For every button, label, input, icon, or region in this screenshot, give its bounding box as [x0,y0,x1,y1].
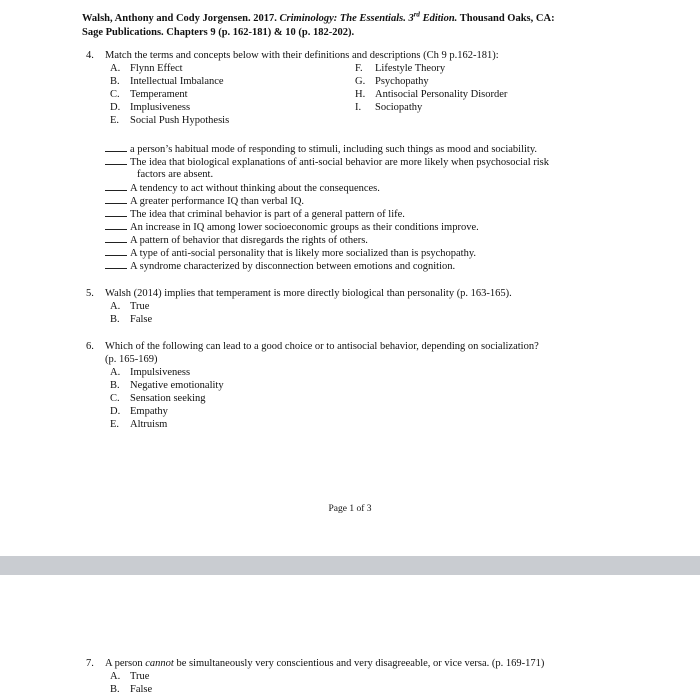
answer-blank[interactable] [105,233,127,243]
question-4-prompt: Match the terms and concepts below with their definitions and descriptions (Ch 9 p.162-181): [105,50,499,61]
answer-blank[interactable] [105,220,127,230]
q4-option-b: B. Intellectual Imbalance [110,76,224,87]
q6-option-d[interactable]: D. Empathy [110,406,168,417]
q6-option-c[interactable]: C. Sensation seeking [110,393,206,404]
answer-blank[interactable] [105,207,127,217]
answer-blank[interactable] [105,194,127,204]
q7-option-false[interactable]: B. False [110,684,153,695]
definition-8: A type of anti-social personality that is likely more socialized than is psychopathy. [105,246,476,260]
page-number: Page 1 of 3 [328,504,372,514]
q4-option-h: H. Antisocial Personality Disorder [355,89,508,100]
citation-line-1: Walsh, Anthony and Cody Jorgensen. 2017. Criminology: The Essentials. 3rd Edition. Thousand Oaks, CA: [82,10,555,24]
answer-blank[interactable] [105,155,127,165]
definition-5: The idea that criminal behavior is part of a general pattern of life. [105,207,405,221]
definition-4: A greater performance IQ than verbal IQ. [105,194,304,208]
q4-option-c: C. Temperament [110,89,188,100]
question-7-number: 7. [86,658,94,669]
q4-option-a: A. Flynn Effect [110,63,183,74]
q7-option-true[interactable]: A. True [110,671,150,682]
question-6-number: 6. [86,341,94,352]
question-7-prompt: A person cannot be simultaneously very conscientious and very disagreeable, or vice versa. (p. 169-171) [105,658,545,669]
question-6-pages: (p. 165-169) [105,354,158,365]
q4-option-f: F. Lifestyle Theory [355,63,446,74]
book-title: Criminology: The Essentials. [279,13,406,24]
question-4-number: 4. [86,50,94,61]
definition-9: A syndrome characterized by disconnection between emotions and cognition. [105,259,455,273]
page-separator [0,556,700,575]
citation-header [82,12,672,40]
question-5-prompt: Walsh (2014) implies that temperament is more directly biological than personality (p. 163-165). [105,288,512,299]
definition-1: a person’s habitual mode of responding to stimuli, including such things as mood and sociability. [105,142,537,156]
answer-blank[interactable] [105,181,127,191]
answer-blank[interactable] [105,142,127,152]
q6-option-e[interactable]: E. Altruism [110,419,168,430]
answer-blank[interactable] [105,246,127,256]
question-5-number: 5. [86,288,94,299]
question-6-prompt: Which of the following can lead to a good choice or to antisocial behavior, depending on socialization? [105,341,539,352]
answer-blank[interactable] [105,259,127,269]
definition-3: A tendency to act without thinking about the consequences. [105,181,380,195]
q4-option-e: E. Social Push Hypothesis [110,115,230,126]
q6-option-b[interactable]: B. Negative emotionality [110,380,224,391]
next-page [0,575,700,700]
citation-line-2: Sage Publications. Chapters 9 (p. 162-181) & 10 (p. 182-202). [82,27,355,38]
definition-2: The idea that biological explanations of anti-social behavior are more likely when psychosocial risk [105,155,549,169]
definition-7: A pattern of behavior that disregards the rights of others. [105,233,368,247]
definition-6: An increase in IQ among lower socioeconomic groups as their conditions improve. [105,220,479,234]
q4-option-i: I. Sociopathy [355,102,423,113]
q5-option-false[interactable]: B. False [110,314,153,325]
q4-option-g: G. Psychopathy [355,76,429,87]
definition-2-continued: factors are absent. [137,169,214,180]
q5-option-true[interactable]: A. True [110,301,150,312]
q6-option-a[interactable]: A. Impulsiveness [110,367,191,378]
q4-option-d: D. Implusiveness [110,102,191,113]
